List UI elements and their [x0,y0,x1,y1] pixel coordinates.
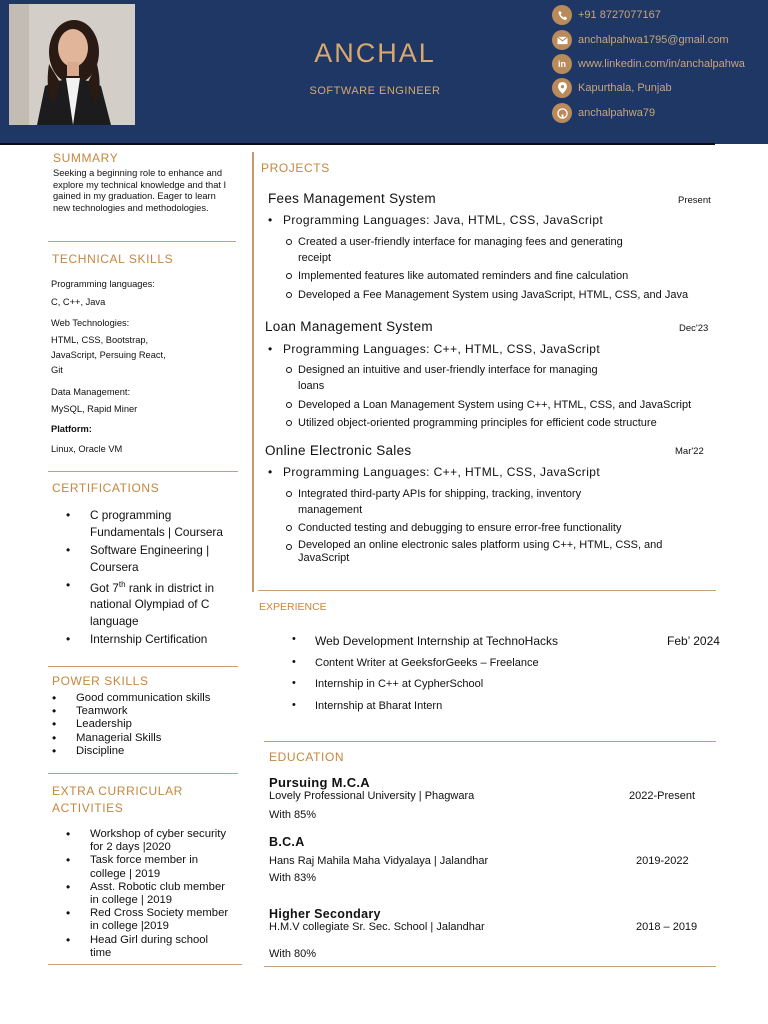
education-score: With 83% [269,872,317,884]
list-item: • Task force member in college | 2019 [90,854,240,880]
list-item: • Red Cross Society member in college |2019 [90,907,240,933]
project-date: Mar'22 [675,446,704,457]
education-school: Hans Raj Mahila Maha Vidyalaya | Jalandhar [269,855,489,867]
experience-divider [264,741,716,742]
experience-item: • Web Development Internship at TechnoHacks [315,634,558,648]
summary-divider [48,241,236,242]
project-title: Online Electronic Sales [265,443,412,458]
extra-curricular-heading: EXTRA CURRICULAR [52,784,183,798]
list-item: • Teamwork [76,705,210,718]
skill-platform-value: Linux, Oracle VM [51,444,123,454]
certifications-heading: CERTIFICATIONS [52,481,160,495]
power-skills-divider [48,773,238,774]
skill-web-value-2: JavaScript, Persuing React, [51,350,166,360]
candidate-name: ANCHAL [314,38,436,68]
skill-web-label: Web Technologies: [51,318,130,328]
project-languages: • Programming Languages: C++, HTML, CSS, JavaScript [268,465,601,479]
contact-github[interactable]: anchalpahwa79 [552,103,655,123]
education-score: With 85% [269,809,317,821]
skill-platform-label: Platform: [51,424,92,434]
skill-data-value: MySQL, Rapid Miner [51,404,138,414]
project-point: Implemented features like automated reminders and fine calculation [298,270,629,282]
skills-divider [48,471,238,472]
project-date: Present [678,195,711,206]
list-item: • Good communication skills [76,692,210,705]
education-school: H.M.V collegiate Sr. Sec. School | Jalandhar [269,921,485,933]
list-item: • Internship Certification [90,631,230,648]
project-point: Developed a Loan Management System using C++, HTML, CSS, and JavaScript [298,399,692,411]
technical-skills-heading: TECHNICAL SKILLS [52,252,174,266]
education-years: 2022-Present [629,790,696,802]
experience-item: • Internship at Bharat Intern [315,700,442,712]
candidate-title: SOFTWARE ENGINEER [309,85,441,97]
project-title: Loan Management System [265,319,433,334]
list-item: • Head Girl during school time [90,934,240,960]
education-heading: EDUCATION [269,750,345,764]
list-item: • Asst. Robotic club member in college | 2019 [90,881,240,907]
education-score: With 80% [269,948,317,960]
list-item: • Got 7th rank in district in national Olympiad of C language [90,577,230,629]
list-item: • C programming Fundamentals | Coursera [90,507,230,540]
education-degree: Pursuing M.C.A [269,775,370,790]
experience-item: • Internship in C++ at CypherSchool [315,678,483,690]
email-icon [552,30,572,50]
experience-heading: EXPERIENCE [259,601,327,613]
linkedin-icon: in [552,54,572,74]
project-date: Dec'23 [679,323,709,334]
contact-phone[interactable]: +91 8727077167 [552,5,661,25]
education-school: Lovely Professional University | Phagwara [269,790,475,802]
education-divider [264,966,716,967]
experience-date: Feb’ 2024 [667,634,720,648]
summary-text: Seeking a beginning role to enhance and explore my technical knowledge and that I gained in my graduation. Eager to learn new technologies and methodologies. [53,168,227,213]
list-item: • Workshop of cyber security for 2 days |2020 [90,828,240,854]
contact-email[interactable]: anchalpahwa1795@gmail.com [552,30,729,50]
skill-programming-label: Programming languages: [51,279,155,289]
project-point: Integrated third-party APIs for shipping, tracking, inventory management [298,488,582,516]
skill-web-value-3: Git [51,365,63,375]
phone-icon [552,5,572,25]
project-point: Developed a Fee Management System using JavaScript, HTML, CSS, and Java [298,289,689,301]
project-point: Designed an intuitive and user-friendly interface for managing loans [298,364,598,392]
skill-programming-value: C, C++, Java [51,297,106,307]
certifications-list [90,507,230,648]
education-years: 2019-2022 [636,855,689,867]
location-icon [552,78,572,98]
education-years: 2018 – 2019 [636,921,698,933]
project-languages: • Programming Languages: Java, HTML, CSS, JavaScript [268,213,604,227]
projects-divider [258,590,716,591]
extra-curricular-list [90,828,240,960]
list-item: • Leadership [76,718,210,731]
project-languages: • Programming Languages: C++, HTML, CSS, JavaScript [268,342,601,356]
project-point: Created a user-friendly interface for managing fees and generating receipt [298,236,623,264]
project-point: Developed an online electronic sales platform using C++, HTML, CSS, and JavaScript [298,539,663,564]
skill-data-label: Data Management: [51,387,131,397]
list-item: • Discipline [76,745,210,758]
github-icon [552,103,572,123]
education-degree: Higher Secondary [269,907,381,921]
education-degree: B.C.A [269,835,305,849]
list-item: • Managerial Skills [76,732,210,745]
header-divider [0,143,715,145]
list-item: • Software Engineering | Coursera [90,542,230,575]
project-title: Fees Management System [268,191,436,206]
profile-photo [9,4,135,125]
skill-web-value-1: HTML, CSS, Bootstrap, [51,335,149,345]
column-divider [252,152,254,592]
contact-linkedin[interactable]: in www.linkedin.com/in/anchalpahwa [552,54,745,74]
project-point: Conducted testing and debugging to ensure error-free functionality [298,522,622,534]
summary-heading: SUMMARY [53,151,119,165]
power-skills-heading: POWER SKILLS [52,674,149,688]
experience-item: • Content Writer at GeeksforGeeks – Freelance [315,657,539,669]
project-point: Utilized object-oriented programming principles for efficient code structure [298,417,657,429]
power-skills-list [76,692,210,758]
projects-heading: PROJECTS [261,161,330,175]
certifications-divider [48,666,238,667]
contact-location: Kapurthala, Punjab [552,78,672,98]
extra-curricular-divider [48,964,242,965]
extra-curricular-heading-2: ACTIVITIES [52,801,124,815]
